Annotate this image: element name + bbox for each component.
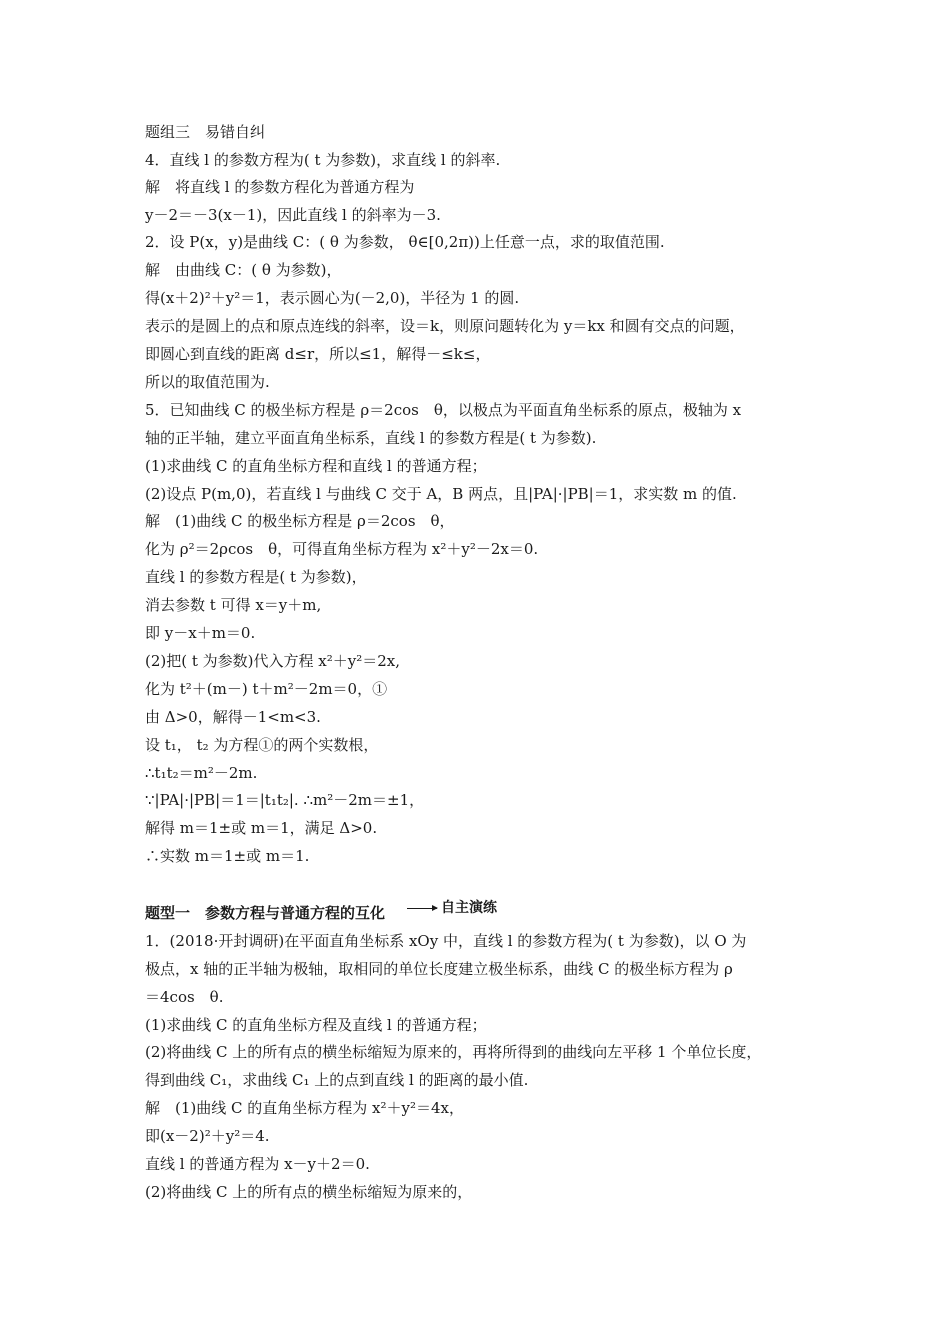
- solution-5-line-7: 化为 t²＋(m－) t＋m²－2m＝0，①: [145, 680, 388, 698]
- solution-5-line-9: 设 t₁， t₂ 为方程①的两个实数根，: [145, 736, 379, 754]
- problem-1-line-1: 1．(2018·开封调研)在平面直角坐标系 xOy 中，直线 l 的参数方程为( t 为参数)，以 O 为: [145, 932, 747, 950]
- solution-5-line-10: ∴t₁t₂＝m²－2m.: [145, 764, 258, 782]
- problem-1-part-1: (1)求曲线 C 的直角坐标方程及直线 l 的普通方程；: [145, 1016, 487, 1034]
- solution-4-line-1: 解 将直线 l 的参数方程化为普通方程为: [145, 178, 415, 196]
- problem-2: 2．设 P(x，y)是曲线 C：( θ 为参数， θ∈[0,2π))上任意一点，求的取值范围.: [145, 233, 665, 251]
- solution-1-line-1: 解 (1)曲线 C 的直角坐标方程为 x²＋y²＝4x，: [145, 1099, 464, 1117]
- problem-1-line-3: ＝4cos θ.: [145, 988, 224, 1006]
- solution-2-line-3: 表示的是圆上的点和原点连线的斜率，设＝k，则原问题转化为 y＝kx 和圆有交点的问题，: [145, 317, 745, 335]
- section-heading: 题型一 参数方程与普通方程的互化: [145, 904, 386, 922]
- solution-5-line-12: 解得 m＝1±或 m＝1，满足 Δ>0.: [145, 819, 378, 837]
- problem-5-part-1: (1)求曲线 C 的直角坐标方程和直线 l 的普通方程；: [145, 457, 487, 475]
- group-title: 题组三 易错自纠: [145, 123, 266, 141]
- solution-5-line-4: 消去参数 t 可得 x＝y＋m,: [145, 596, 322, 614]
- solution-5-line-1: 解 (1)曲线 C 的极坐标方程是 ρ＝2cos θ，: [145, 512, 455, 530]
- solution-1-line-2: 即(x－2)²＋y²＝4.: [145, 1127, 270, 1145]
- solution-2-line-5: 所以的取值范围为.: [145, 373, 270, 391]
- solution-5-line-6: (2)把( t 为参数)代入方程 x²＋y²＝2x,: [145, 652, 401, 670]
- problem-1-part-2-line-2: 得到曲线 C₁，求曲线 C₁ 上的点到直线 l 的距离的最小值.: [145, 1071, 529, 1089]
- solution-1-line-4: (2)将曲线 C 上的所有点的横坐标缩短为原来的，: [145, 1183, 473, 1201]
- arrow-icon: [407, 908, 437, 909]
- problem-1-line-2: 极点，x 轴的正半轴为极轴，取相同的单位长度建立极坐标系，曲线 C 的极坐标方程为 ρ: [145, 960, 733, 978]
- solution-1-line-3: 直线 l 的普通方程为 x－y＋2＝0.: [145, 1155, 370, 1173]
- solution-2-line-2: 得(x＋2)²＋y²＝1，表示圆心为(－2,0)，半径为 1 的圆.: [145, 289, 520, 307]
- solution-5-line-5: 即 y－x＋m＝0.: [145, 624, 256, 642]
- problem-1-part-2-line-1: (2)将曲线 C 上的所有点的横坐标缩短为原来的，再将所得到的曲线向左平移 1 个单位长度，: [145, 1043, 762, 1061]
- solution-5-line-11: ∵|PA|·|PB|＝1＝|t₁t₂|. ∴m²－2m＝±1，: [145, 791, 425, 809]
- problem-4: 4．直线 l 的参数方程为( t 为参数)，求直线 l 的斜率.: [145, 151, 501, 169]
- section-tag: 自主演练: [441, 900, 497, 916]
- solution-5-line-2: 化为 ρ²＝2ρcos θ，可得直角坐标方程为 x²＋y²－2x＝0.: [145, 540, 539, 558]
- solution-5-line-13: ∴实数 m＝1±或 m＝1.: [145, 847, 310, 865]
- solution-2-line-1: 解 由曲线 C：( θ 为参数)，: [145, 261, 342, 279]
- solution-5-line-3: 直线 l 的参数方程是( t 为参数)，: [145, 568, 367, 586]
- solution-5-line-8: 由 Δ>0，解得－1<m<3.: [145, 708, 321, 726]
- solution-4-line-2: y－2＝－3(x－1)，因此直线 l 的斜率为－3.: [145, 206, 441, 224]
- problem-5-line-1: 5．已知曲线 C 的极坐标方程是 ρ＝2cos θ，以极点为平面直角坐标系的原点，极轴为 x: [145, 401, 742, 419]
- solution-2-line-4: 即圆心到直线的距离 d≤r，所以≤1，解得－≤k≤，: [145, 345, 491, 363]
- problem-5-line-2: 轴的正半轴，建立平面直角坐标系，直线 l 的参数方程是( t 为参数).: [145, 429, 597, 447]
- problem-5-part-2: (2)设点 P(m,0)，若直线 l 与曲线 C 交于 A，B 两点，且|PA|·|PB|＝1，求实数 m 的值.: [145, 485, 737, 503]
